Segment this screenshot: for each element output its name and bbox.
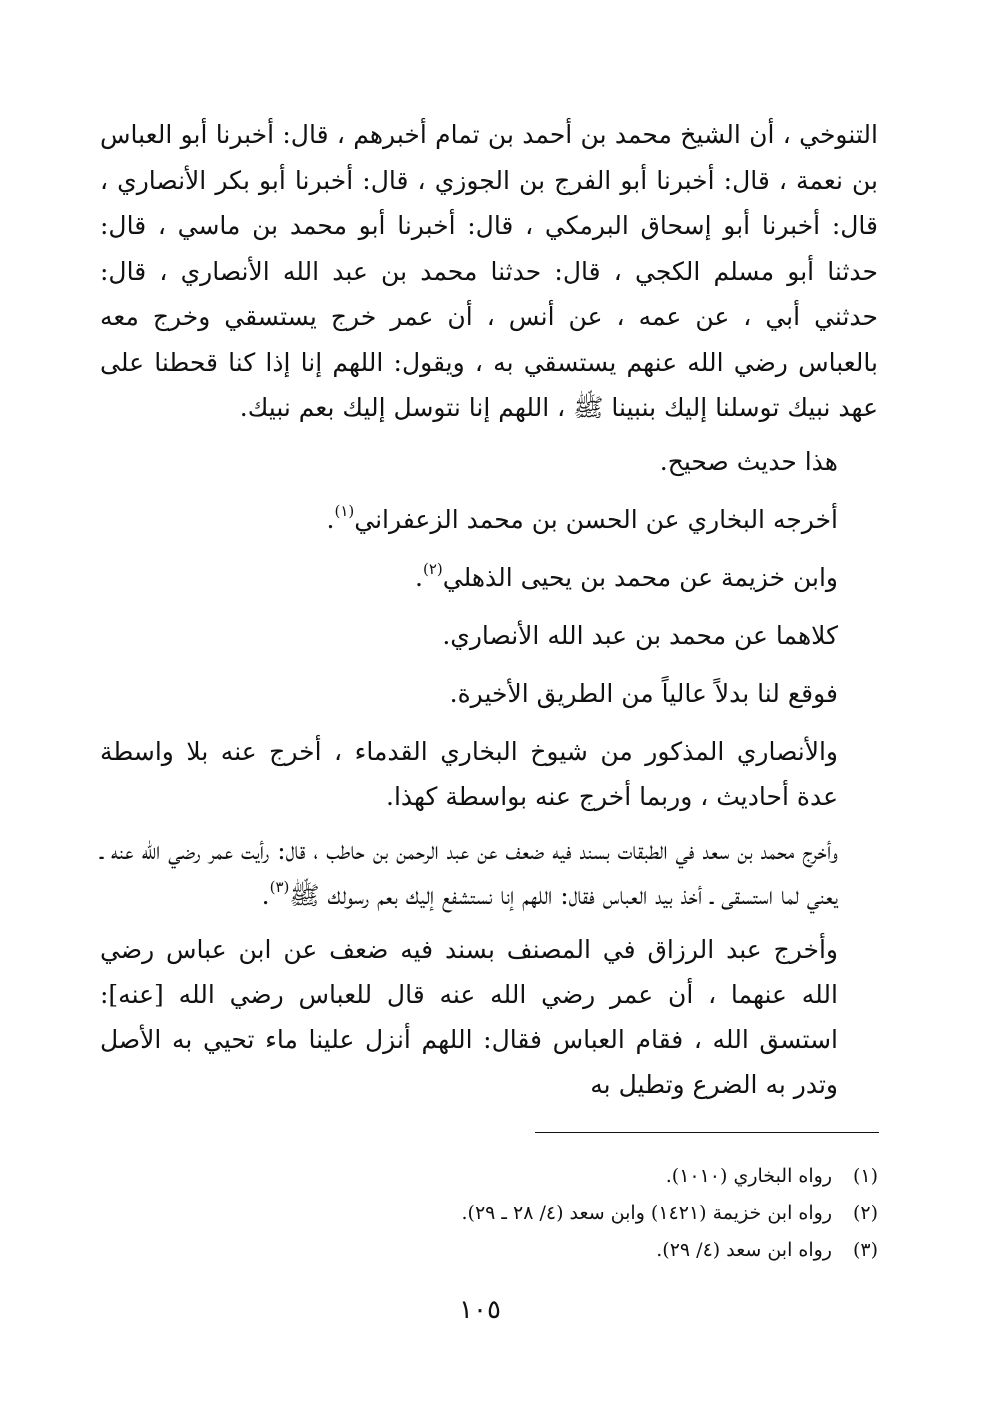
bukhari-line <box>100 497 878 542</box>
abd-al-razzaq-paragraph: وأخرج عبد الرزاق في المصنف بسند فيه ضعف عن ابن عباس رضي الله عنهما ، أن عمر رضي الله عنه قال للعباس رضي الله [عنه]: استسق الله ، فقام العباس فقال: اللهم أنزل علينا ماء تحيي به الأصل وتدر به الضرع وتطيل به <box>100 934 838 1099</box>
footnotes <box>300 1158 878 1269</box>
footnote-3 <box>300 1232 878 1269</box>
ibn-saad-paragraph <box>100 828 878 918</box>
ansari-paragraph: والأنصاري المذكور من شيوخ البخاري القدماء ، أخرج عنه بلا واسطة عدة أحاديث ، وربما أخرج عنه بواسطة كهذا. <box>100 736 838 811</box>
footnote-number: (٢) <box>852 1202 878 1224</box>
footnote-ref-2: (٢) <box>422 559 443 578</box>
footnote-ref-3: (٣) <box>269 877 290 896</box>
footnote-text: رواه ابن سعد (٤/ ٢٩). <box>656 1239 832 1261</box>
khuzaima-line <box>100 555 878 600</box>
isnad-paragraph: التنوخي ، أن الشيخ محمد بن أحمد بن تمام أخبرهم ، قال: أخبرنا أبو العباس بن نعمة ، قال: أخبرنا أبو الفرج بن الجوزي ، قال: أخبرنا أبو بكر الأنصاري ، قال: أخبرنا أبو إسحاق البرمكي ، قال: أخبرنا أبو محمد بن ماسي ، قال: حدثنا أبو مسلم الكجي ، قال: حدثنا محمد بن عبد الله الأنصاري ، قال: حدثني أبي ، عن عمه ، عن أنس ، أن عمر خرج يستسقي وخرج معه بالعباس رضي الله عنهم يستسقي به ، ويقول: اللهم إنا إذا كنا قحطنا على عهد نبيك توسلنا إليك بنبينا ﷺ ، اللهم إنا نتوسل إليك بعم نبيك. <box>100 120 878 422</box>
footnote-ref-1: (١) <box>334 501 355 520</box>
khuzaima-line-text: وابن خزيمة عن محمد بن يحيى الذهلي <box>442 562 838 592</box>
khuzaima-line-end: . <box>415 562 423 592</box>
footnote-text: رواه البخاري (١٠١٠). <box>665 1165 832 1187</box>
main-text <box>100 112 878 1116</box>
footnote-2 <box>300 1195 878 1232</box>
footnote-text: رواه ابن خزيمة (١٤٢١) وابن سعد (٤/ ٢٨ ـ ٢٩). <box>461 1202 832 1224</box>
ibn-saad-paragraph-text: وأخرج محمد بن سعد في الطبقات بسند فيه ضعف عن عبد الرحمن بن حاطب ، قال: رأيت عمر رضي الله عنه ـ يعني لما استسقى ـ أخذ بيد العباس فقال: اللهم إنا نستشفع إليك بعم رسولك ﷺ <box>99 835 838 910</box>
sahih-line: هذا حديث صحيح. <box>659 446 838 476</box>
both-line: كلاهما عن محمد بن عبد الله الأنصاري. <box>442 620 838 650</box>
footnote-number: (٣) <box>852 1239 878 1261</box>
footnote-separator <box>535 1132 879 1133</box>
bukhari-line-text: أخرجه البخاري عن الحسن بن محمد الزعفراني <box>354 504 838 534</box>
page-number: ١٠٥ <box>459 1295 501 1325</box>
footnote-number: (١) <box>852 1165 878 1187</box>
ibn-saad-paragraph-end: . <box>261 880 270 910</box>
footnote-1 <box>300 1158 878 1195</box>
badal-line: فوقع لنا بدلاً عالياً من الطريق الأخيرة. <box>449 678 838 708</box>
bukhari-line-end: . <box>326 504 335 534</box>
